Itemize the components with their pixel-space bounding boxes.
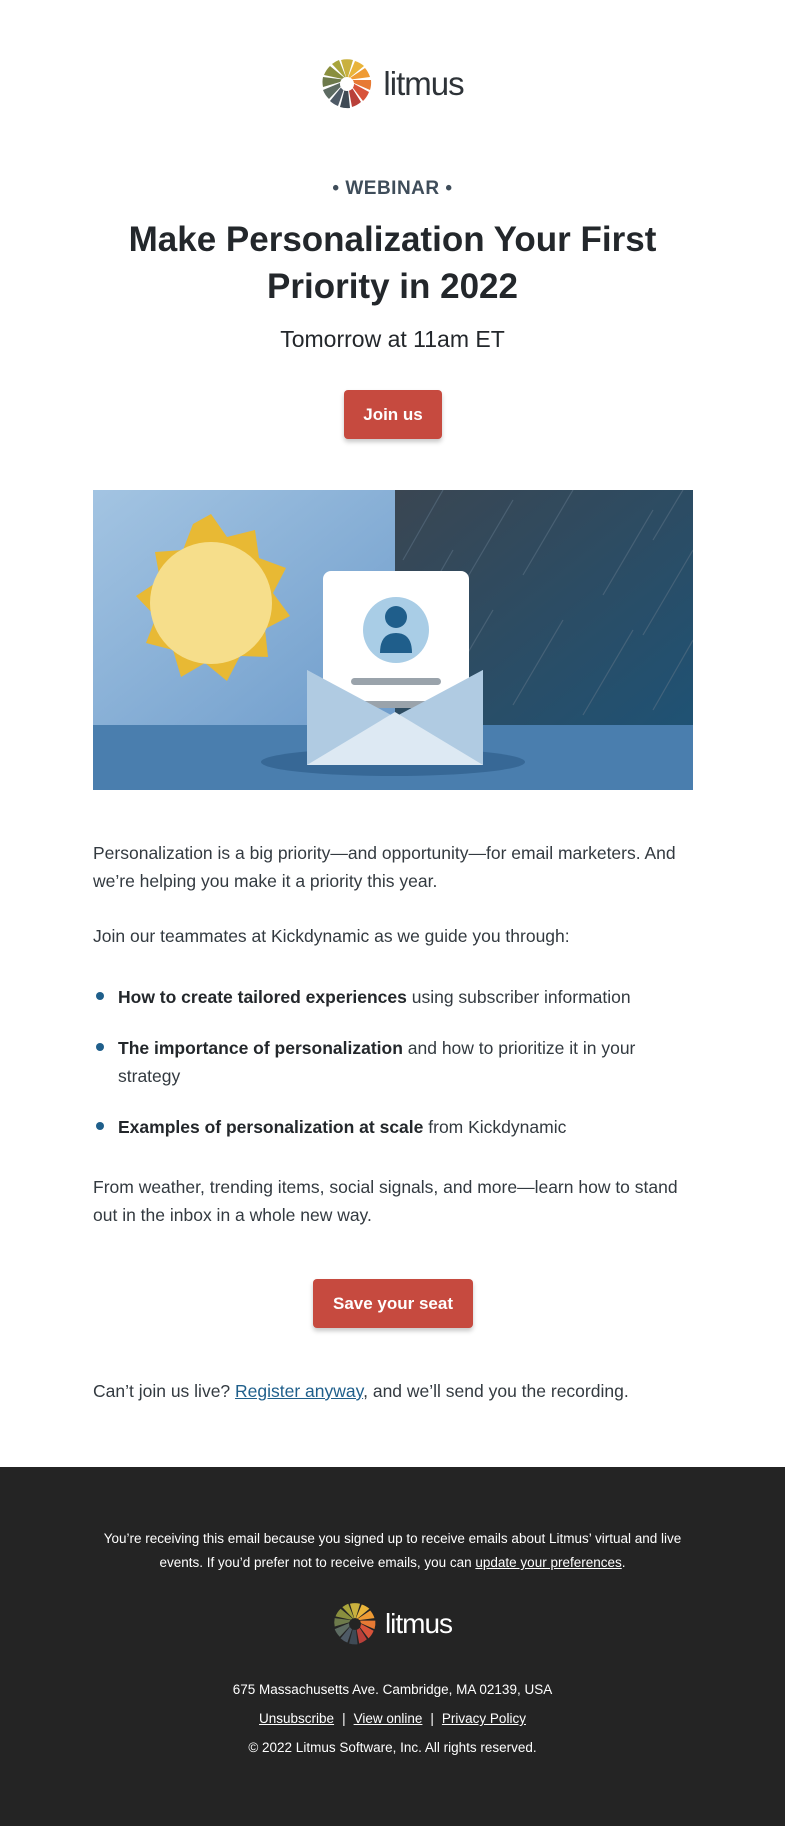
- footer-links: [0, 1711, 785, 1726]
- view-online-link[interactable]: View online: [353, 1711, 423, 1726]
- link-separator: |: [342, 1711, 346, 1726]
- footer-notice: [85, 1527, 700, 1575]
- footer-notice-end: .: [621, 1555, 626, 1570]
- save-your-seat-button[interactable]: Save your seat: [313, 1279, 473, 1328]
- logo-wordmark: litmus: [383, 65, 464, 102]
- litmus-wheel-icon: [321, 58, 373, 110]
- copyright: © 2022 Litmus Software, Inc. All rights reserved.: [248, 1740, 537, 1755]
- list-item-bold: The importance of personalization: [118, 1038, 403, 1058]
- list-item: [93, 1113, 693, 1141]
- litmus-logo[interactable]: [0, 58, 785, 110]
- list-item-text: using subscriber information: [406, 987, 631, 1007]
- footer-litmus-logo[interactable]: [0, 1602, 785, 1646]
- closing-paragraph: From weather, trending items, social signals, and more—learn how to stand out in the inbox in a whole new way.: [93, 1177, 678, 1225]
- list-item-bold: Examples of personalization at scale: [118, 1117, 424, 1137]
- footer-logo-wordmark: litmus: [384, 1608, 453, 1639]
- list-item-bold: How to create tailored experiences: [118, 987, 407, 1007]
- envelope-icon: [307, 571, 483, 765]
- event-time: Tomorrow at 11am ET: [280, 326, 505, 352]
- recording-suffix: , and we’ll send you the recording.: [363, 1381, 629, 1401]
- footer-notice-text: You’re receiving this email because you signed up to receive emails about Litmus’ virtual and live events. If you’d prefer not to receive emails, you can: [103, 1531, 682, 1570]
- bullet-icon: [96, 1043, 104, 1051]
- lead-in-paragraph: Join our teammates at Kickdynamic as we guide you through:: [93, 926, 570, 946]
- join-us-button[interactable]: Join us: [344, 390, 442, 439]
- webinar-eyebrow: • WEBINAR •: [332, 178, 453, 199]
- footer: [0, 1467, 785, 1826]
- list-item-text: and how to prioritize it in your strategy: [118, 1038, 636, 1086]
- topic-list: [93, 983, 693, 1164]
- update-preferences-link[interactable]: update your preferences: [475, 1555, 622, 1570]
- list-item: [93, 1034, 693, 1090]
- privacy-policy-link[interactable]: Privacy Policy: [441, 1711, 526, 1726]
- list-item: [93, 983, 693, 1011]
- register-anyway-link[interactable]: Register anyway: [235, 1381, 364, 1401]
- recording-paragraph: [93, 1377, 693, 1405]
- intro-paragraph: Personalization is a big priority—and opportunity—for email marketers. And we’re helping you make it a priority this year.: [93, 843, 676, 891]
- page-title: Make Personalization Your First Priority in 2022: [128, 220, 657, 306]
- link-separator: |: [430, 1711, 434, 1726]
- company-address: 675 Massachusetts Ave. Cambridge, MA 02139, USA: [232, 1682, 553, 1697]
- recording-prefix: Can’t join us live?: [93, 1381, 236, 1401]
- list-item-text: from Kickdynamic: [423, 1117, 567, 1137]
- litmus-wheel-icon: [333, 1602, 377, 1646]
- bullet-icon: [96, 992, 104, 1000]
- sun-rain-envelope-illustration[interactable]: [93, 490, 693, 790]
- bullet-icon: [96, 1122, 104, 1130]
- unsubscribe-link[interactable]: Unsubscribe: [259, 1711, 335, 1726]
